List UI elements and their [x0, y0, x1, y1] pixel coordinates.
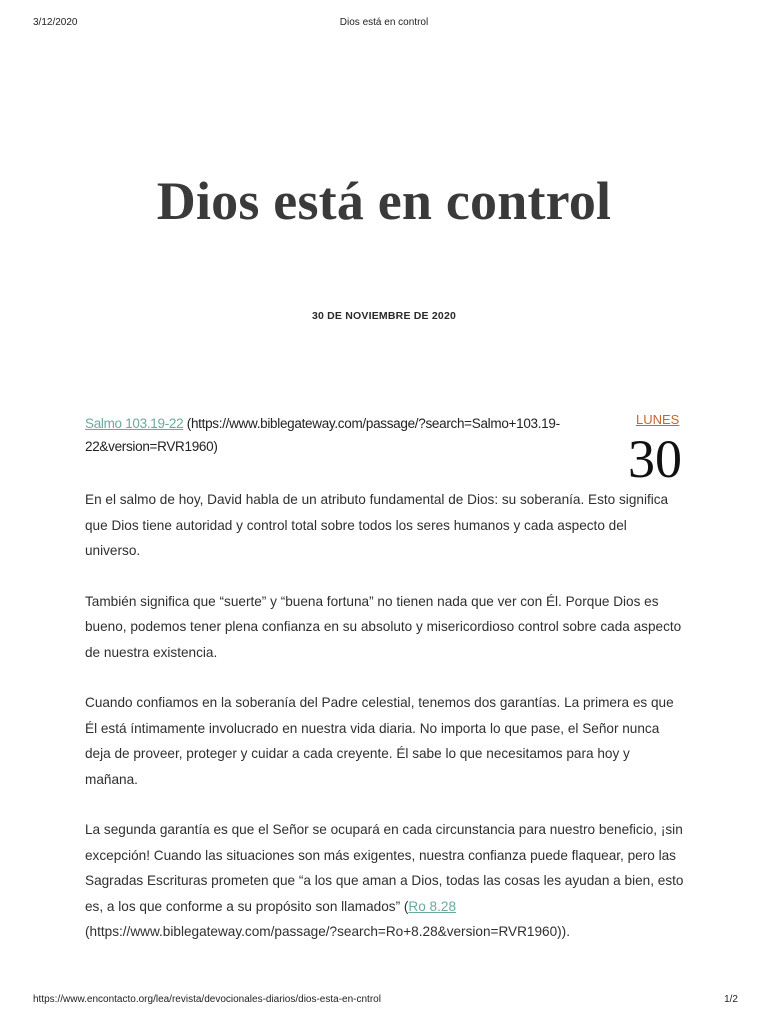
romans-link[interactable]: Ro 8.28: [408, 898, 457, 914]
scripture-url: (https://www.biblegateway.com/passage/?search=Salmo+103.19-22&version=RVR1960): [85, 416, 560, 454]
article-title: Dios está en control: [156, 171, 612, 231]
article-date: 30 DE NOVIEMBRE DE 2020: [311, 310, 457, 322]
print-header-date: 3/12/2020: [33, 17, 78, 28]
paragraph-2: También significa que “suerte” y “buena fortuna” no tienen nada que ver con Él. Porque Dios es bueno, podemos tener plena confianza en su absoluto y misericordioso control sobre cada aspecto de nuestra existencia.: [85, 593, 682, 660]
paragraph-3: Cuando confiamos en la soberanía del Padre celestial, tenemos dos garantías. La primera es que Él está íntimamente involucrado en nuestra vida diaria. No importa lo que pase, el Señor nunca deja de proveer, proteger y cuidar a cada creyente. Él sabe lo que necesitamos para hoy y mañana.: [85, 695, 674, 787]
article-body: [85, 487, 685, 970]
romans-url: (https://www.biblegateway.com/passage/?search=Ro+8.28&version=RVR1960)).: [85, 924, 570, 939]
paragraph-4: [85, 817, 685, 945]
scripture-link[interactable]: Salmo 103.19-22: [85, 416, 184, 431]
print-footer-url: https://www.encontacto.org/lea/revista/devocionales-diarios/dios-esta-en-cntrol: [33, 994, 381, 1005]
scripture-reference: [85, 412, 615, 458]
paragraph-4-text: La segunda garantía es que el Señor se ocupará en cada circunstancia para nuestro beneficio, ¡sin excepción! Cuando las situaciones son más exigentes, nuestra confianza puede flaquear, pero las Sagradas Escrituras prometen que “a los que aman a Dios, todas las cosas les ayudan a bien, esto es, a los que conforme a su propósito son llamados” (: [85, 822, 684, 914]
print-header-title: Dios está en control: [339, 17, 429, 28]
paragraph-1: En el salmo de hoy, David habla de un atributo fundamental de Dios: su soberanía. Esto significa que Dios tiene autoridad y control total sobre todos los seres humanos y cada aspecto del universo.: [85, 492, 669, 558]
print-footer-page: 1/2: [724, 994, 738, 1005]
day-name-link[interactable]: LUNES: [636, 412, 680, 427]
day-number: 30: [628, 429, 682, 489]
